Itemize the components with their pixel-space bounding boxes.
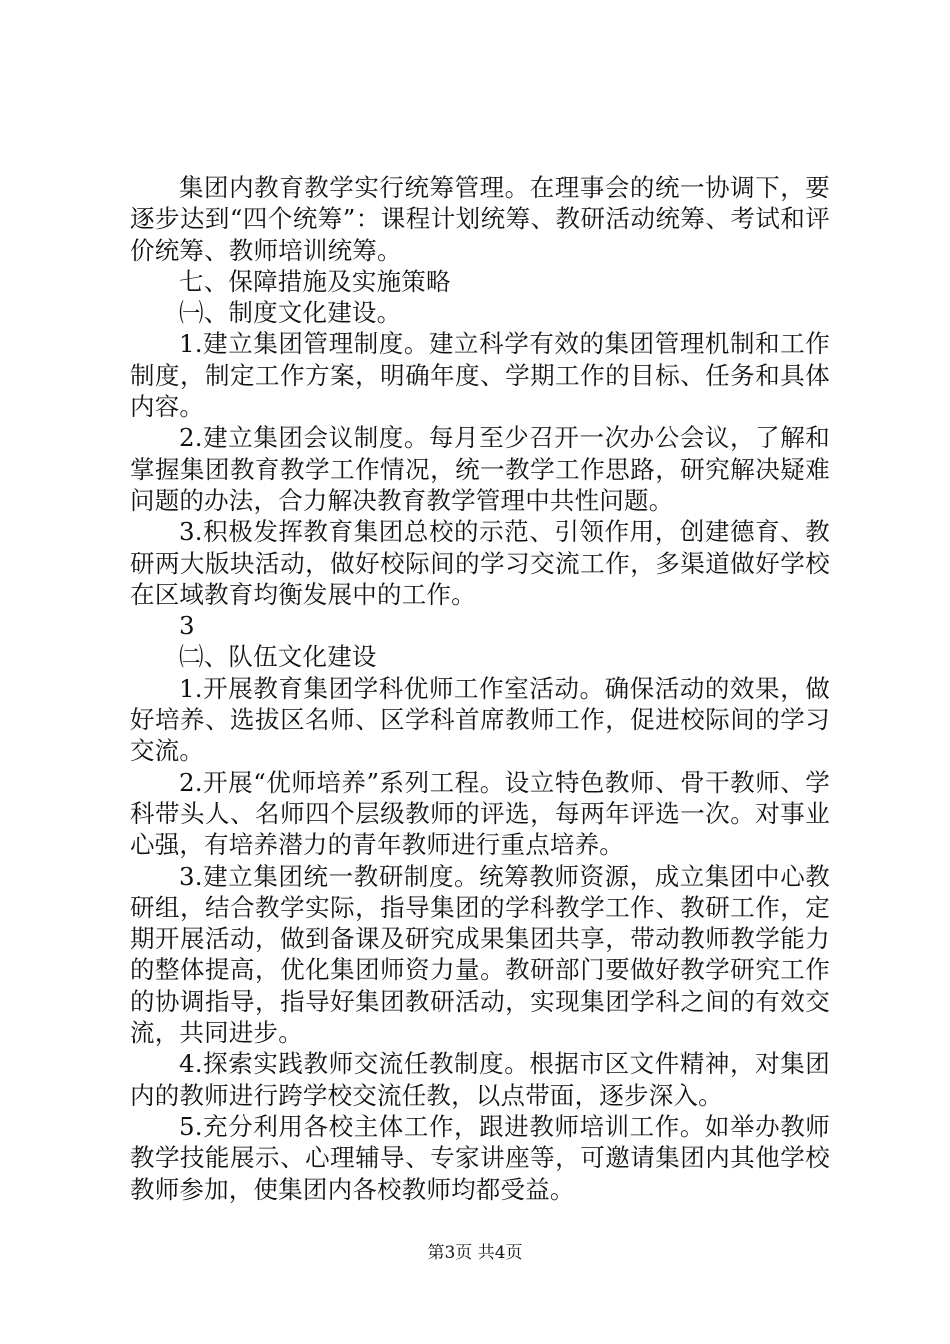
paragraph-coordination: 集团内教育教学实行统筹管理。在理事会的统一协调下，要逐步达到“四个统筹”：课程计划统筹、教研活动统筹、考试和评价统筹、教师培训统筹。 [130,173,830,265]
document-body [130,172,830,1205]
stray-number: 3 [179,611,195,641]
paragraph-meeting-system: 2.建立集团会议制度。每月至少召开一次办公会议，了解和掌握集团教育教学工作情况，统一教学工作思路，研究解决疑难问题的办法，合力解决教育教学管理中共性问题。 [130,423,830,515]
paragraph-teacher-training-project: 2.开展“优师培养”系列工程。设立特色教师、骨干教师、学科带头人、名师四个层级教师的评选，每两年评选一次。对事业心强，有培养潜力的青年教师进行重点培养。 [130,767,830,860]
paragraph-demonstration-role: 3.积极发挥教育集团总校的示范、引领作用，创建德育、教研两大版块活动，做好校际间的学习交流工作，多渠道做好学校在区域教育均衡发展中的工作。 [130,517,830,609]
paragraph-research-system: 3.建立集团统一教研制度。统筹教师资源，成立集团中心教研组，结合教学实际，指导集团的学科教学工作、教研工作，定期开展活动，做到备课及研究成果集团共享，带动教师教学能力的整体提高，优化集团师资力量。教研部门要做好教学研究工作的协调指导，指导好集团教研活动，实现集团学科之间的有效交流，共同进步。 [130,861,830,1048]
section-heading-safeguards: 七、保障措施及实施策略 [179,266,451,296]
paragraph-teacher-studio: 1.开展教育集团学科优师工作室活动。确保活动的效果，做好培养、选拔区名师、区学科首席教师工作，促进校际间的学习交流。 [130,673,830,766]
subheading-team-culture: ㈡、队伍文化建设 [179,642,377,672]
paragraph-teacher-development: 5.充分利用各校主体工作，跟进教师培训工作。如举办教师教学技能展示、心理辅导、专家讲座等，可邀请集团内其他学校教师参加，使集团内各校教师均都受益。 [130,1111,830,1204]
subheading-institutional-culture: ㈠、制度文化建设。 [179,298,402,328]
paragraph-management-system: 1.建立集团管理制度。建立科学有效的集团管理机制和工作制度，制定工作方案，明确年度、学期工作的目标、任务和具体内容。 [130,329,830,422]
paragraph-teacher-exchange: 4.探索实践教师交流任教制度。根据市区文件精神，对集团内的教师进行跨学校交流任教，以点带面，逐步深入。 [130,1049,830,1110]
page-footer: 第3页 共4页 [427,1243,523,1263]
